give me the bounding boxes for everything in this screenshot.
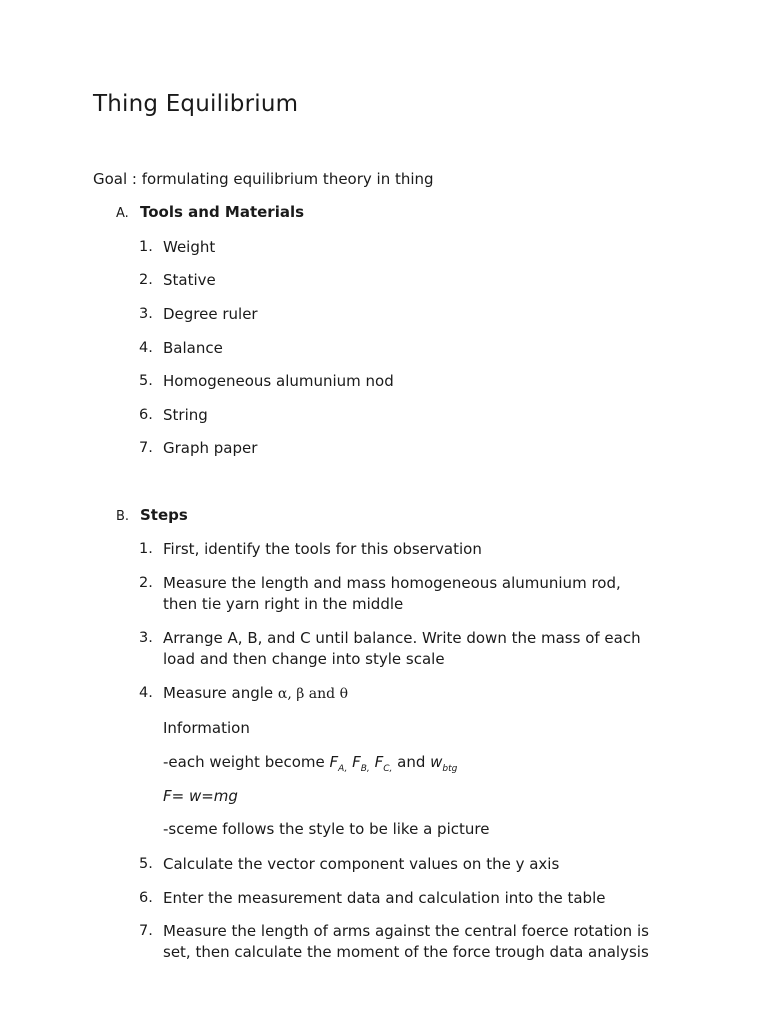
- list-item: [139, 888, 699, 909]
- weight-symbol: w: [430, 753, 443, 771]
- list-item: [139, 237, 699, 258]
- list-item: [139, 539, 699, 560]
- force-c-subscript: C,: [383, 764, 393, 774]
- item-text: [163, 683, 699, 705]
- item-text: Stative: [163, 271, 216, 289]
- force-formula: F= w=mg: [163, 787, 238, 805]
- item-text: Enter the measurement data and calculation into the table: [163, 889, 606, 907]
- item-number: 4.: [139, 340, 153, 356]
- list-item: [139, 405, 699, 426]
- item-number: 3.: [139, 306, 153, 322]
- item-text: [163, 921, 699, 962]
- item-text: Graph paper: [163, 439, 258, 457]
- list-item: [139, 371, 699, 392]
- item-text-line: then tie yarn right in the middle: [163, 594, 404, 613]
- page-title: Thing Equilibrium: [93, 91, 299, 117]
- list-item: [139, 438, 699, 459]
- item-text: String: [163, 406, 208, 424]
- item-text-line: Measure the length and mass homogeneous alumunium rod,: [163, 574, 621, 592]
- force-b-subscript: B,: [360, 764, 370, 774]
- scheme-note: -sceme follows the style to be like a picture: [163, 820, 490, 838]
- section-a-letter: A.: [116, 206, 129, 221]
- item-number: 6.: [139, 890, 153, 906]
- item-number: 7.: [139, 440, 153, 456]
- item-number: 2.: [139, 272, 153, 288]
- item-text: Degree ruler: [163, 305, 258, 323]
- item-text: Calculate the vector component values on the y axis: [163, 855, 560, 873]
- force-b: F: [352, 753, 361, 771]
- item-number: 2.: [139, 575, 153, 591]
- item-text: Weight: [163, 238, 216, 256]
- weight-subscript: btg: [442, 764, 458, 774]
- list-item: [139, 338, 699, 359]
- angle-symbols: α, β and θ: [277, 686, 349, 702]
- information-label: Information: [163, 719, 250, 737]
- section-b-heading: [116, 506, 188, 524]
- item-number: 1.: [139, 541, 153, 557]
- list-item: [139, 270, 699, 291]
- and-text: and: [392, 753, 431, 771]
- item-number: 4.: [139, 685, 153, 701]
- item-text-line: load and then change into style scale: [163, 649, 445, 668]
- section-a-heading: [116, 203, 304, 221]
- item-number: 6.: [139, 407, 153, 423]
- weight-prefix: -each weight become: [163, 753, 330, 771]
- item-text: Balance: [163, 339, 223, 357]
- force-a-subscript: A,: [338, 764, 348, 774]
- weight-description: [163, 753, 457, 774]
- item-text-line: Measure the length of arms against the central foerce rotation is: [163, 922, 649, 940]
- section-a-title: Tools and Materials: [140, 203, 305, 221]
- item-number: 5.: [139, 856, 153, 872]
- list-item: [139, 573, 699, 614]
- list-item: [139, 921, 699, 962]
- item-text: Homogeneous alumunium nod: [163, 372, 394, 390]
- item-number: 5.: [139, 373, 153, 389]
- item-text: [163, 573, 699, 614]
- item-number: 3.: [139, 630, 153, 646]
- section-b-title: Steps: [140, 506, 188, 524]
- list-item: [139, 304, 699, 325]
- item-number: 7.: [139, 923, 153, 939]
- goal-text: Goal : formulating equilibrium theory in thing: [93, 170, 434, 188]
- item-text-line: set, then calculate the moment of the force trough data analysis: [163, 942, 649, 961]
- item-text: First, identify the tools for this observation: [163, 540, 482, 558]
- list-item: [139, 854, 699, 875]
- list-item: [139, 683, 699, 705]
- force-c: F: [374, 753, 384, 771]
- item-number: 1.: [139, 239, 153, 255]
- force-a: F: [329, 753, 339, 771]
- section-b-letter: B.: [116, 509, 130, 524]
- item-text: [163, 628, 699, 669]
- item-text-line: Arrange A, B, and C until balance. Write down the mass of each: [163, 629, 641, 647]
- list-item: [139, 628, 699, 669]
- item-text-prefix: Measure angle: [163, 684, 278, 702]
